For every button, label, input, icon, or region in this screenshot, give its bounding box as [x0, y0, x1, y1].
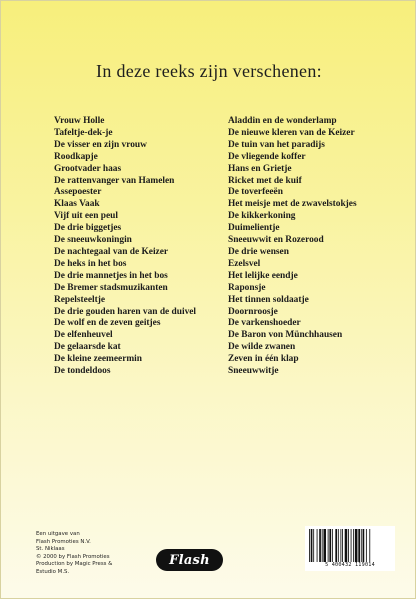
book-title: Klaas Vaak — [54, 199, 100, 210]
book-title: Roodkapje — [54, 151, 98, 162]
book-title: Sneeuwwitje — [228, 366, 279, 377]
flash-logo — [156, 549, 223, 571]
series-heading: In deze reeks zijn verschenen: — [96, 61, 322, 81]
book-title: Assepoester — [54, 187, 102, 198]
book-title: Zeven in één klap — [228, 354, 299, 365]
book-title: Aladdin en de wonderlamp — [228, 116, 337, 126]
book-title: Het lelijke eendje — [228, 270, 298, 281]
book-title: Ricket met de kuif — [228, 175, 302, 186]
book-title: De gelaarsde kat — [54, 342, 121, 353]
book-title: Het meisje met de zwavelstokjes — [228, 199, 357, 210]
book-title: De heks in het bos — [54, 258, 127, 269]
book-title: De wolf en de zeven geitjes — [54, 318, 161, 329]
barcode-number: 5 400432 119014 — [325, 562, 375, 568]
book-title: De wilde zwanen — [228, 342, 296, 353]
book-title: Duimelientje — [228, 223, 280, 234]
book-title: De drie biggetjes — [54, 223, 122, 234]
book-title: Hans en Grietje — [228, 163, 292, 174]
book-title: De rattenvanger van Hamelen — [54, 175, 175, 186]
book-title: Ezelsvel — [228, 258, 261, 269]
book-title: De elfenheuvel — [54, 330, 113, 341]
book-title: De drie gouden haren van de duivel — [54, 306, 197, 317]
publisher-line: Flash Promoties N.V. — [36, 538, 91, 545]
barcode-bars-icon — [309, 529, 391, 562]
book-title: Vijf uit een peul — [54, 211, 118, 222]
book-title: Grootvader haas — [54, 163, 122, 174]
book-title: Vrouw Holle — [54, 116, 105, 126]
book-title: De toverfeeën — [228, 187, 283, 198]
book-title: De vliegende koffer — [228, 151, 306, 162]
publisher-line: Production by Magic Press & — [36, 561, 113, 568]
publisher-line: Een uitgave van — [36, 531, 80, 537]
book-title: De sneeuwkoningin — [54, 235, 132, 246]
book-title: De tuin van het paradijs — [228, 139, 325, 150]
logo-text: Flash — [169, 552, 210, 568]
book-title: Tafeltje-dek-je — [54, 127, 113, 138]
book-title: Raponsje — [228, 282, 266, 293]
book-title: De drie mannetjes in het bos — [54, 270, 168, 281]
book-title: Sneeuwwit en Rozerood — [228, 235, 324, 246]
publisher-line: © 2000 by Flash Promoties — [36, 553, 110, 560]
book-title: De tondeldoos — [54, 366, 111, 377]
book-title: De drie wensen — [228, 246, 289, 257]
book-title: Repelsteeltje — [54, 294, 106, 305]
book-title: De varkenshoeder — [228, 318, 301, 329]
publisher-line: St. Niklaas — [36, 546, 65, 553]
book-title: De nieuwe kleren van de Keizer — [228, 127, 355, 138]
book-title: De kleine zeemeermin — [54, 354, 142, 365]
title-list-right — [228, 116, 357, 378]
book-title: De Bremer stadsmuzikanten — [54, 282, 168, 293]
publisher-info — [36, 531, 112, 577]
book-title: Doornroosje — [228, 306, 278, 317]
book-title: De nachtegaal van de Keizer — [54, 246, 169, 257]
book-title: De Baron von Münchhausen — [228, 330, 343, 341]
book-title: Het tinnen soldaatje — [228, 294, 309, 305]
book-title: De visser en zijn vrouw — [54, 139, 147, 150]
book-title: De kikkerkoning — [228, 211, 296, 222]
publisher-line: Estudio M.S. — [36, 568, 70, 575]
barcode — [305, 526, 395, 571]
title-list-left — [54, 116, 196, 378]
